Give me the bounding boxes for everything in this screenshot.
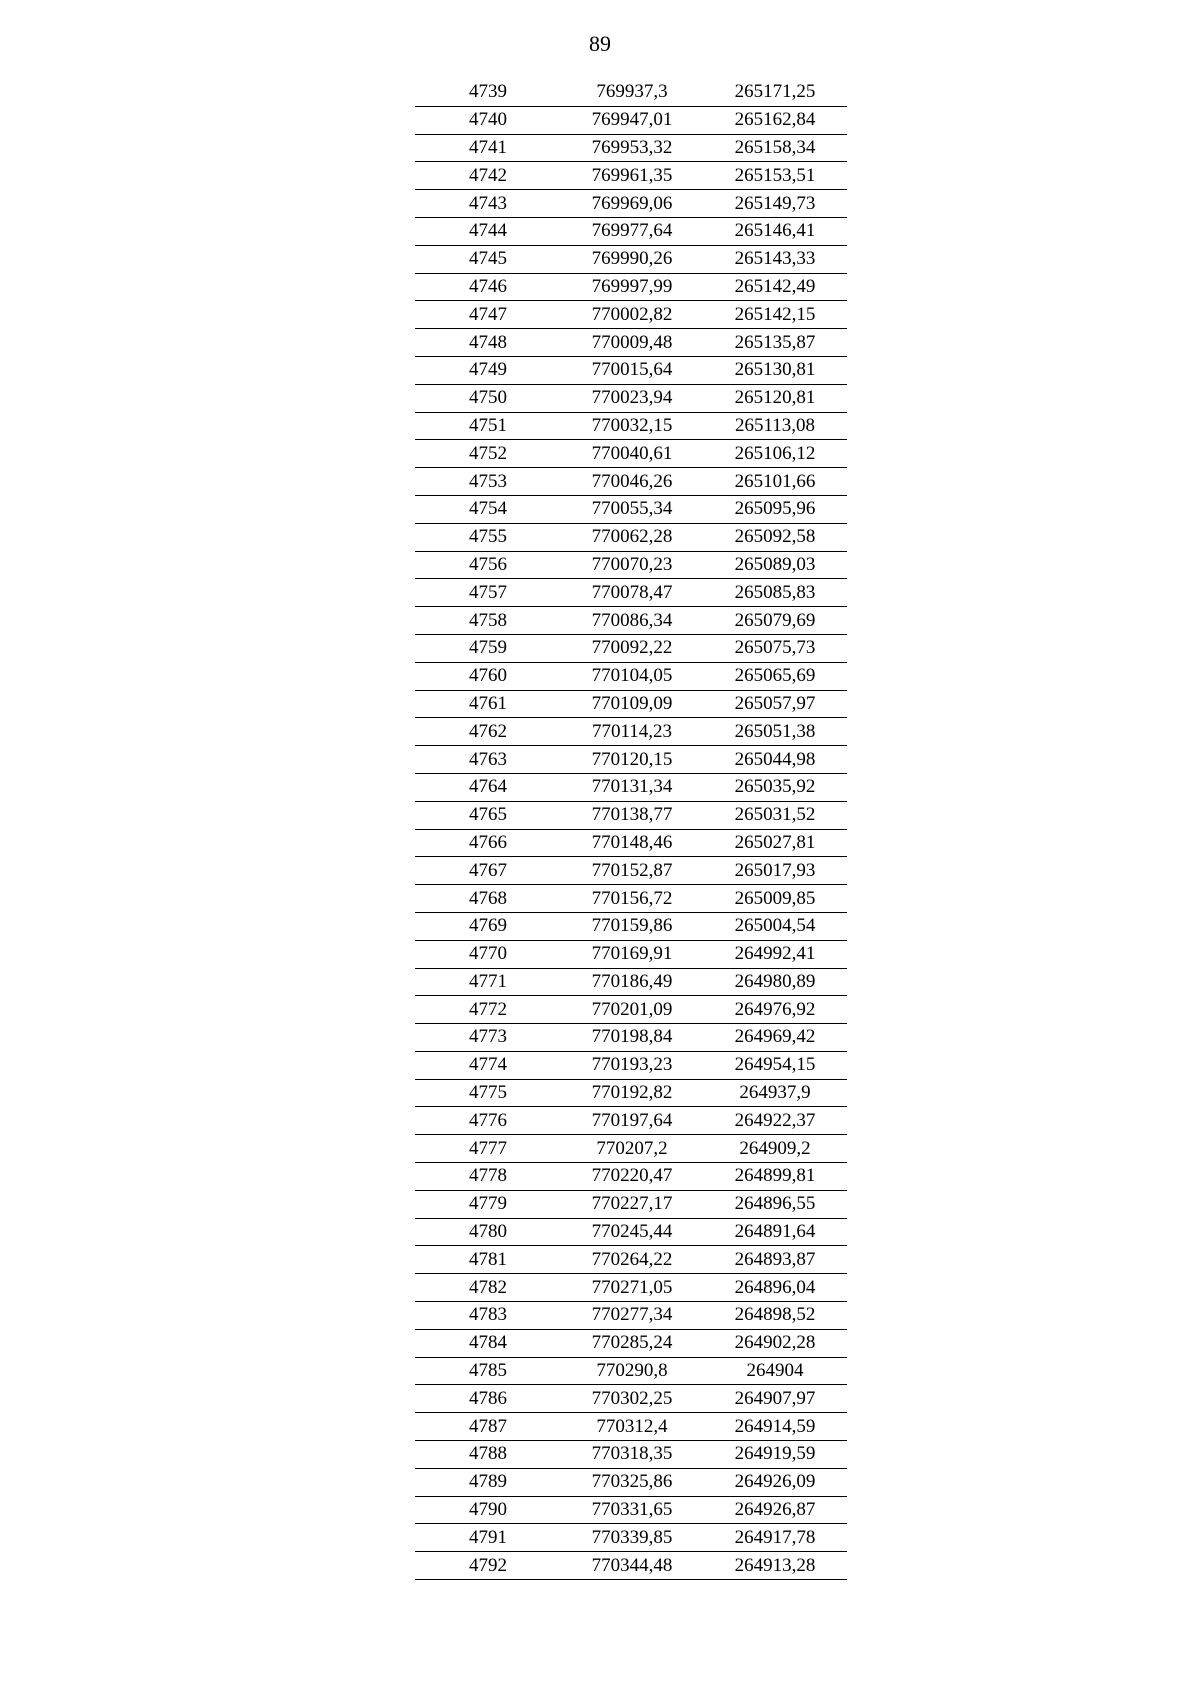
table-row (415, 801, 847, 829)
point-number-cell: 4771 (415, 968, 561, 996)
table-row (415, 634, 847, 662)
y-coordinate-cell: 265079,69 (703, 607, 847, 635)
table-row (415, 1302, 847, 1330)
x-coordinate-cell: 770086,34 (561, 607, 703, 635)
x-coordinate-cell: 769961,35 (561, 162, 703, 190)
x-coordinate-cell: 770092,22 (561, 634, 703, 662)
x-coordinate-cell: 770220,47 (561, 1163, 703, 1191)
table-row (415, 912, 847, 940)
point-number-cell: 4756 (415, 551, 561, 579)
point-number-cell: 4746 (415, 273, 561, 301)
point-number-cell: 4780 (415, 1218, 561, 1246)
x-coordinate-cell: 770104,05 (561, 662, 703, 690)
table-row (415, 1079, 847, 1107)
y-coordinate-cell: 264898,52 (703, 1302, 847, 1330)
point-number-cell: 4792 (415, 1552, 561, 1580)
table-row (415, 245, 847, 273)
y-coordinate-cell: 265142,49 (703, 273, 847, 301)
table-row (415, 829, 847, 857)
y-coordinate-cell: 264992,41 (703, 940, 847, 968)
point-number-cell: 4758 (415, 607, 561, 635)
point-number-cell: 4760 (415, 662, 561, 690)
y-coordinate-cell: 265158,34 (703, 134, 847, 162)
x-coordinate-cell: 770009,48 (561, 329, 703, 357)
y-coordinate-cell: 264937,9 (703, 1079, 847, 1107)
x-coordinate-cell: 770264,22 (561, 1246, 703, 1274)
table-row (415, 329, 847, 357)
x-coordinate-cell: 770040,61 (561, 440, 703, 468)
point-number-cell: 4766 (415, 829, 561, 857)
x-coordinate-cell: 769969,06 (561, 190, 703, 218)
x-coordinate-cell: 770114,23 (561, 718, 703, 746)
x-coordinate-cell: 770015,64 (561, 356, 703, 384)
point-number-cell: 4767 (415, 857, 561, 885)
y-coordinate-cell: 264899,81 (703, 1163, 847, 1191)
y-coordinate-cell: 264904 (703, 1357, 847, 1385)
x-coordinate-cell: 770192,82 (561, 1079, 703, 1107)
x-coordinate-cell: 770152,87 (561, 857, 703, 885)
y-coordinate-cell: 264919,59 (703, 1441, 847, 1469)
table-row (415, 1163, 847, 1191)
y-coordinate-cell: 264902,28 (703, 1329, 847, 1357)
table-row (415, 1246, 847, 1274)
x-coordinate-cell: 770055,34 (561, 495, 703, 523)
table-row (415, 885, 847, 913)
x-coordinate-cell: 770138,77 (561, 801, 703, 829)
point-number-cell: 4769 (415, 912, 561, 940)
table-row (415, 356, 847, 384)
x-coordinate-cell: 770201,09 (561, 996, 703, 1024)
y-coordinate-cell: 264926,87 (703, 1496, 847, 1524)
x-coordinate-cell: 770227,17 (561, 1190, 703, 1218)
table-row (415, 773, 847, 801)
y-coordinate-cell: 265057,97 (703, 690, 847, 718)
x-coordinate-cell: 770062,28 (561, 523, 703, 551)
y-coordinate-cell: 265004,54 (703, 912, 847, 940)
table-row (415, 607, 847, 635)
table-row (415, 301, 847, 329)
table-row (415, 1385, 847, 1413)
point-number-cell: 4784 (415, 1329, 561, 1357)
y-coordinate-cell: 265027,81 (703, 829, 847, 857)
table-row (415, 1218, 847, 1246)
coordinates-table-body (415, 79, 847, 1580)
y-coordinate-cell: 264969,42 (703, 1024, 847, 1052)
table-row (415, 857, 847, 885)
y-coordinate-cell: 265089,03 (703, 551, 847, 579)
y-coordinate-cell: 264926,09 (703, 1468, 847, 1496)
point-number-cell: 4745 (415, 245, 561, 273)
point-number-cell: 4748 (415, 329, 561, 357)
x-coordinate-cell: 770277,34 (561, 1302, 703, 1330)
table-row (415, 440, 847, 468)
point-number-cell: 4764 (415, 773, 561, 801)
x-coordinate-cell: 770078,47 (561, 579, 703, 607)
x-coordinate-cell: 770046,26 (561, 468, 703, 496)
x-coordinate-cell: 770120,15 (561, 746, 703, 774)
point-number-cell: 4775 (415, 1079, 561, 1107)
y-coordinate-cell: 265009,85 (703, 885, 847, 913)
table-row (415, 662, 847, 690)
y-coordinate-cell: 265101,66 (703, 468, 847, 496)
table-row (415, 384, 847, 412)
x-coordinate-cell: 769953,32 (561, 134, 703, 162)
table-row (415, 273, 847, 301)
table-row (415, 579, 847, 607)
point-number-cell: 4743 (415, 190, 561, 218)
table-row (415, 79, 847, 106)
x-coordinate-cell: 770302,25 (561, 1385, 703, 1413)
y-coordinate-cell: 265130,81 (703, 356, 847, 384)
table-row (415, 690, 847, 718)
y-coordinate-cell: 264913,28 (703, 1552, 847, 1580)
table-row (415, 746, 847, 774)
y-coordinate-cell: 264954,15 (703, 1051, 847, 1079)
point-number-cell: 4749 (415, 356, 561, 384)
point-number-cell: 4747 (415, 301, 561, 329)
y-coordinate-cell: 265031,52 (703, 801, 847, 829)
point-number-cell: 4785 (415, 1357, 561, 1385)
table-row (415, 968, 847, 996)
table-row (415, 495, 847, 523)
point-number-cell: 4762 (415, 718, 561, 746)
table-row (415, 1524, 847, 1552)
point-number-cell: 4776 (415, 1107, 561, 1135)
point-number-cell: 4786 (415, 1385, 561, 1413)
y-coordinate-cell: 264976,92 (703, 996, 847, 1024)
y-coordinate-cell: 265113,08 (703, 412, 847, 440)
table-row (415, 412, 847, 440)
x-coordinate-cell: 770318,35 (561, 1441, 703, 1469)
y-coordinate-cell: 265142,15 (703, 301, 847, 329)
y-coordinate-cell: 264909,2 (703, 1135, 847, 1163)
page-number: 89 (589, 31, 611, 56)
point-number-cell: 4761 (415, 690, 561, 718)
y-coordinate-cell: 264980,89 (703, 968, 847, 996)
point-number-cell: 4744 (415, 217, 561, 245)
point-number-cell: 4781 (415, 1246, 561, 1274)
x-coordinate-cell: 770148,46 (561, 829, 703, 857)
y-coordinate-cell: 265044,98 (703, 746, 847, 774)
y-coordinate-cell: 265106,12 (703, 440, 847, 468)
point-number-cell: 4740 (415, 106, 561, 134)
table-row (415, 106, 847, 134)
table-row (415, 1274, 847, 1302)
point-number-cell: 4765 (415, 801, 561, 829)
table-row (415, 996, 847, 1024)
y-coordinate-cell: 265085,83 (703, 579, 847, 607)
x-coordinate-cell: 770156,72 (561, 885, 703, 913)
table-row (415, 1024, 847, 1052)
table-row (415, 162, 847, 190)
point-number-cell: 4741 (415, 134, 561, 162)
table-row (415, 523, 847, 551)
y-coordinate-cell: 265162,84 (703, 106, 847, 134)
x-coordinate-cell: 769977,64 (561, 217, 703, 245)
table-row (415, 1496, 847, 1524)
table-row (415, 1329, 847, 1357)
point-number-cell: 4789 (415, 1468, 561, 1496)
y-coordinate-cell: 265035,92 (703, 773, 847, 801)
y-coordinate-cell: 264896,04 (703, 1274, 847, 1302)
point-number-cell: 4768 (415, 885, 561, 913)
y-coordinate-cell: 264893,87 (703, 1246, 847, 1274)
table-row (415, 1468, 847, 1496)
x-coordinate-cell: 770271,05 (561, 1274, 703, 1302)
y-coordinate-cell: 265017,93 (703, 857, 847, 885)
table-row (415, 940, 847, 968)
y-coordinate-cell: 265171,25 (703, 79, 847, 106)
point-number-cell: 4759 (415, 634, 561, 662)
x-coordinate-cell: 769937,3 (561, 79, 703, 106)
y-coordinate-cell: 265095,96 (703, 495, 847, 523)
table-row (415, 1413, 847, 1441)
table-row (415, 1051, 847, 1079)
y-coordinate-cell: 265149,73 (703, 190, 847, 218)
y-coordinate-cell: 264891,64 (703, 1218, 847, 1246)
x-coordinate-cell: 770344,48 (561, 1552, 703, 1580)
point-number-cell: 4754 (415, 495, 561, 523)
x-coordinate-cell: 769990,26 (561, 245, 703, 273)
table-row (415, 1135, 847, 1163)
point-number-cell: 4787 (415, 1413, 561, 1441)
point-number-cell: 4757 (415, 579, 561, 607)
x-coordinate-cell: 770325,86 (561, 1468, 703, 1496)
point-number-cell: 4783 (415, 1302, 561, 1330)
y-coordinate-cell: 265092,58 (703, 523, 847, 551)
y-coordinate-cell: 264922,37 (703, 1107, 847, 1135)
table-row (415, 190, 847, 218)
table-row (415, 1357, 847, 1385)
x-coordinate-cell: 770285,24 (561, 1329, 703, 1357)
x-coordinate-cell: 770197,64 (561, 1107, 703, 1135)
coordinates-table (415, 79, 847, 1580)
table-row (415, 1552, 847, 1580)
x-coordinate-cell: 770002,82 (561, 301, 703, 329)
table-row (415, 1190, 847, 1218)
table-row (415, 217, 847, 245)
x-coordinate-cell: 770159,86 (561, 912, 703, 940)
point-number-cell: 4751 (415, 412, 561, 440)
point-number-cell: 4752 (415, 440, 561, 468)
point-number-cell: 4791 (415, 1524, 561, 1552)
y-coordinate-cell: 265153,51 (703, 162, 847, 190)
x-coordinate-cell: 770312,4 (561, 1413, 703, 1441)
table-row (415, 551, 847, 579)
point-number-cell: 4739 (415, 79, 561, 106)
x-coordinate-cell: 770193,23 (561, 1051, 703, 1079)
x-coordinate-cell: 769997,99 (561, 273, 703, 301)
table-row (415, 134, 847, 162)
point-number-cell: 4777 (415, 1135, 561, 1163)
y-coordinate-cell: 265143,33 (703, 245, 847, 273)
y-coordinate-cell: 265065,69 (703, 662, 847, 690)
y-coordinate-cell: 265075,73 (703, 634, 847, 662)
y-coordinate-cell: 265135,87 (703, 329, 847, 357)
y-coordinate-cell: 264896,55 (703, 1190, 847, 1218)
x-coordinate-cell: 770131,34 (561, 773, 703, 801)
point-number-cell: 4779 (415, 1190, 561, 1218)
point-number-cell: 4753 (415, 468, 561, 496)
y-coordinate-cell: 264914,59 (703, 1413, 847, 1441)
table-row (415, 468, 847, 496)
point-number-cell: 4782 (415, 1274, 561, 1302)
y-coordinate-cell: 265120,81 (703, 384, 847, 412)
point-number-cell: 4763 (415, 746, 561, 774)
x-coordinate-cell: 770070,23 (561, 551, 703, 579)
point-number-cell: 4790 (415, 1496, 561, 1524)
x-coordinate-cell: 770339,85 (561, 1524, 703, 1552)
x-coordinate-cell: 770109,09 (561, 690, 703, 718)
table-row (415, 1441, 847, 1469)
x-coordinate-cell: 770198,84 (561, 1024, 703, 1052)
x-coordinate-cell: 770186,49 (561, 968, 703, 996)
point-number-cell: 4770 (415, 940, 561, 968)
y-coordinate-cell: 264907,97 (703, 1385, 847, 1413)
y-coordinate-cell: 264917,78 (703, 1524, 847, 1552)
y-coordinate-cell: 265146,41 (703, 217, 847, 245)
x-coordinate-cell: 770331,65 (561, 1496, 703, 1524)
point-number-cell: 4774 (415, 1051, 561, 1079)
x-coordinate-cell: 770290,8 (561, 1357, 703, 1385)
point-number-cell: 4778 (415, 1163, 561, 1191)
table-row (415, 718, 847, 746)
x-coordinate-cell: 770207,2 (561, 1135, 703, 1163)
x-coordinate-cell: 770169,91 (561, 940, 703, 968)
x-coordinate-cell: 770023,94 (561, 384, 703, 412)
point-number-cell: 4788 (415, 1441, 561, 1469)
point-number-cell: 4742 (415, 162, 561, 190)
x-coordinate-cell: 770032,15 (561, 412, 703, 440)
point-number-cell: 4772 (415, 996, 561, 1024)
point-number-cell: 4755 (415, 523, 561, 551)
x-coordinate-cell: 769947,01 (561, 106, 703, 134)
table-row (415, 1107, 847, 1135)
x-coordinate-cell: 770245,44 (561, 1218, 703, 1246)
point-number-cell: 4773 (415, 1024, 561, 1052)
point-number-cell: 4750 (415, 384, 561, 412)
y-coordinate-cell: 265051,38 (703, 718, 847, 746)
